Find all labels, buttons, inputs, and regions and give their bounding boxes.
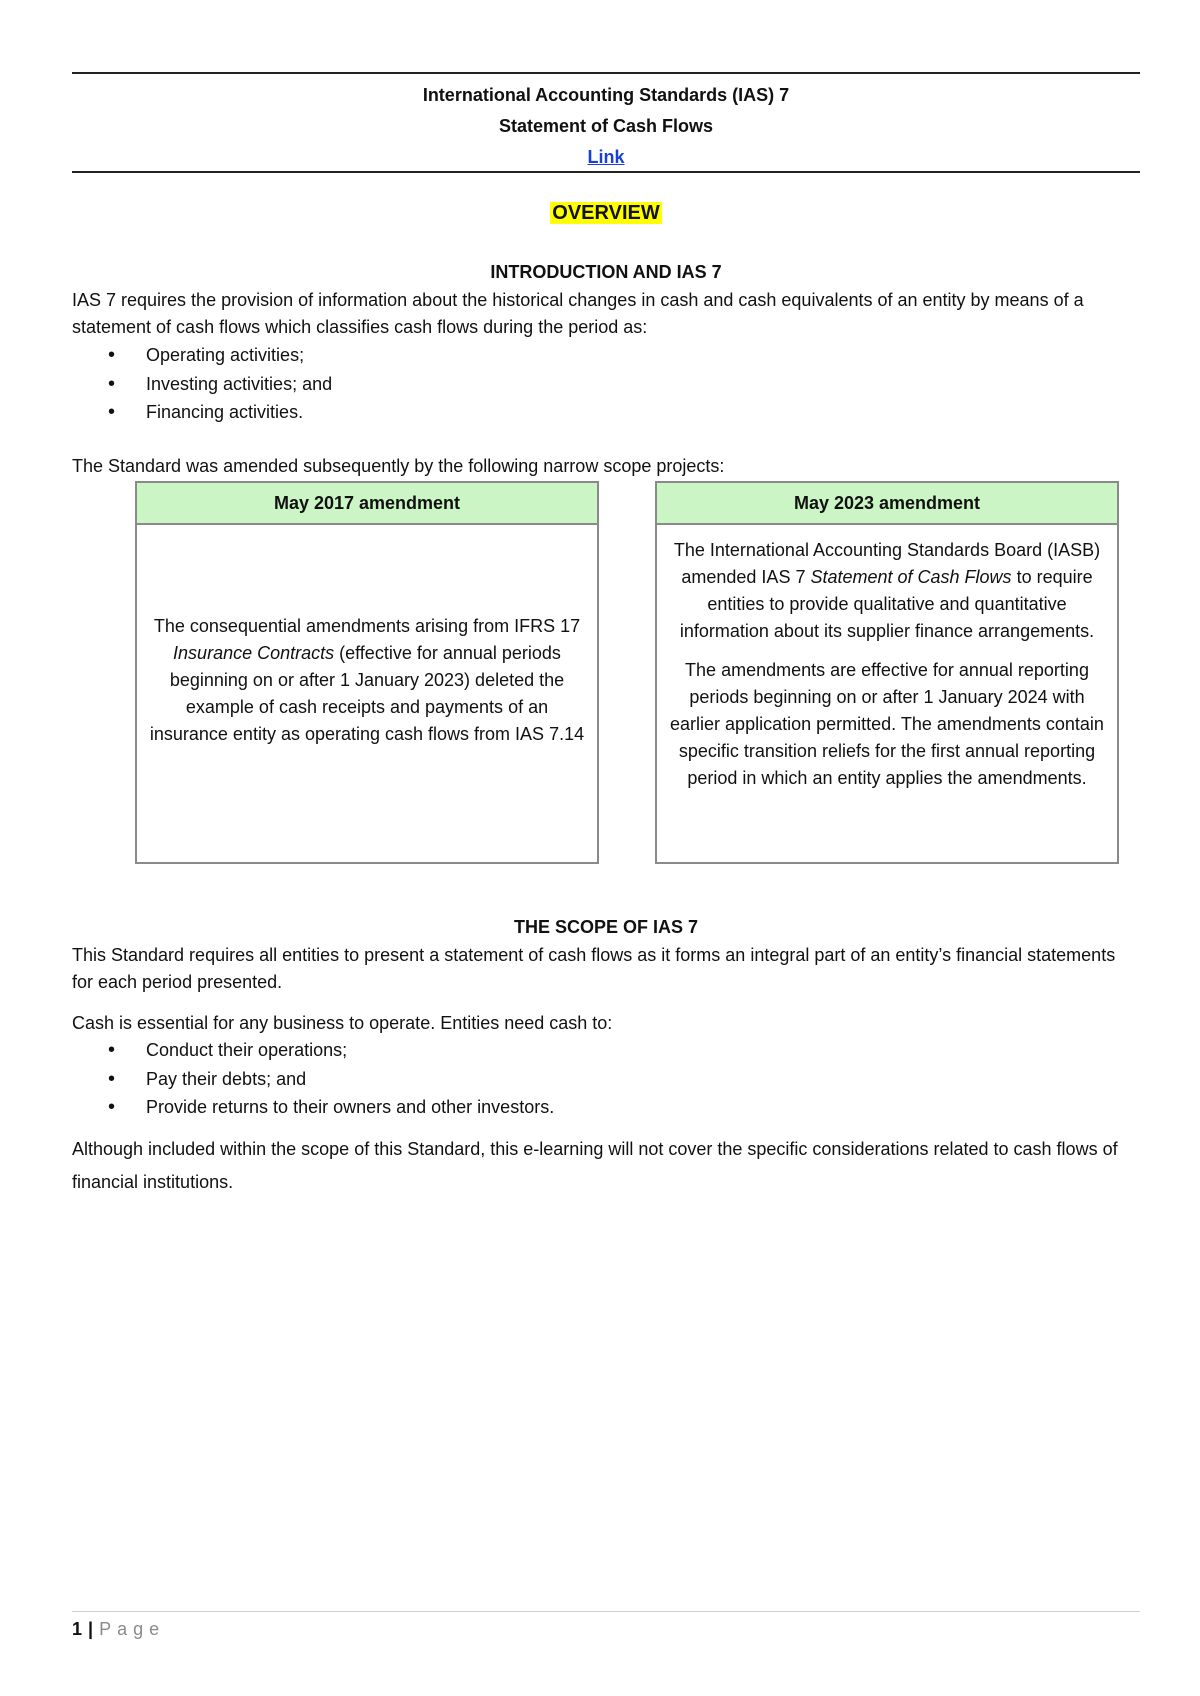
list-item: • Pay their debts; and [72, 1066, 1140, 1095]
document-subtitle: Statement of Cash Flows [498, 116, 714, 136]
header-bottom-rule [72, 171, 1140, 173]
cash-needs-list [72, 1037, 1140, 1123]
amendment-text: The consequential amendments arising from IFRS 17 Insurance Contracts (effective for annual periods beginning on or after 1 January 2023) deleted the example of cash receipts and payments of an insurance entity as operating cash flows from IAS 7.14 [149, 616, 585, 744]
footer-separator: | [88, 1619, 94, 1639]
amendment-effective-text: The amendments are effective for annual reporting periods beginning on or after 1 January 2024 with earlier application permitted. The amendments contain specific transition reliefs for the first annual reporting period in which an entity applies the amendments. [670, 660, 1104, 788]
amendment-text: The International Accounting Standards Board (IASB) amended IAS 7 Statement of Cash Flows to require entities to provide qualitative and quantitative information about its supplier finance arrangements. [673, 540, 1101, 641]
standard-link[interactable]: Link [587, 147, 625, 167]
amendment-box-may-2017 [135, 481, 599, 864]
scope-paragraph-3: Although included within the scope of this Standard, this e-learning will not cover the specific considerations related to cash flows of financial institutions. [72, 1139, 1118, 1192]
amended-intro-text: The Standard was amended subsequently by the following narrow scope projects: [72, 456, 725, 476]
list-item: • Operating activities; [72, 342, 1140, 371]
footer-rule [72, 1611, 1140, 1612]
list-item: • Conduct their operations; [72, 1037, 1140, 1066]
document-title: International Accounting Standards (IAS) 7 [422, 85, 790, 105]
activities-list [72, 342, 1140, 428]
intro-paragraph: IAS 7 requires the provision of information about the historical changes in cash and cash equivalents of an entity by means of a statement of cash flows which classifies cash flows during the period as: [72, 290, 1084, 337]
overview-label: OVERVIEW [552, 202, 660, 224]
list-item: • Investing activities; and [72, 371, 1140, 400]
amendment-box-title: May 2023 amendment [657, 483, 1117, 525]
list-item: • Financing activities. [72, 399, 1140, 428]
scope-heading: THE SCOPE OF IAS 7 [513, 917, 699, 937]
page-number: 1 [72, 1619, 83, 1639]
amendment-box-may-2023 [655, 481, 1119, 864]
document-page [72, 0, 1140, 1696]
document-header [72, 80, 1140, 173]
amendment-box-body [657, 537, 1117, 792]
amendment-box-title: May 2017 amendment [137, 483, 597, 525]
scope-paragraph-1: This Standard requires all entities to present a statement of cash flows as it forms an integral part of an entity’s financial statements for each period presented. [72, 945, 1116, 992]
scope-paragraph-2: Cash is essential for any business to operate. Entities need cash to: [72, 1013, 613, 1033]
page-footer [72, 1619, 165, 1640]
page-label: Page [99, 1619, 166, 1639]
intro-heading: INTRODUCTION AND IAS 7 [490, 262, 722, 282]
header-top-rule [72, 72, 1140, 74]
amendment-box-body [137, 613, 597, 748]
overview-heading [72, 202, 1140, 225]
list-item: • Provide returns to their owners and other investors. [72, 1094, 1140, 1123]
